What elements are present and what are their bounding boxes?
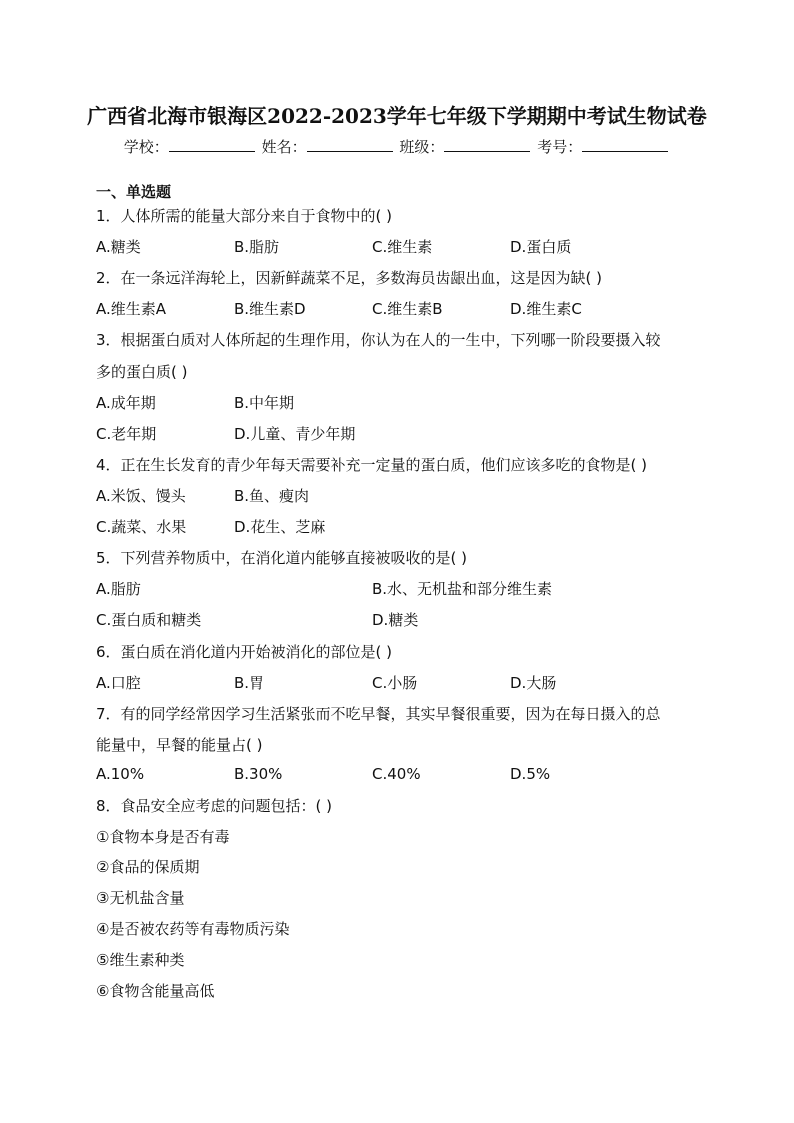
question-1-stem: 1．人体所需的能量大部分来自于食物中的( ) <box>96 207 393 225</box>
q3-option-c: C.老年期 <box>96 425 157 443</box>
question-7-stem-line-1: 7．有的同学经常因学习生活紧张而不吃早餐，其实早餐很重要，因为在每日摄入的总 <box>96 705 661 723</box>
q4-option-a: A.米饭、馒头 <box>96 487 186 505</box>
q8-item-2: ②食品的保质期 <box>96 858 200 876</box>
q5-option-d: D.糖类 <box>372 611 419 629</box>
school-blank[interactable] <box>169 137 255 152</box>
q7-option-a: A.10% <box>96 765 145 783</box>
q4-option-d: D.花生、芝麻 <box>234 518 326 536</box>
section-heading: 一、单选题 <box>96 183 172 201</box>
student-info-line <box>0 136 794 157</box>
q2-option-b: B.维生素D <box>234 300 306 318</box>
q4-option-b: B.鱼、瘦肉 <box>234 487 310 505</box>
q7-option-b: B.30% <box>234 765 283 783</box>
q5-option-a: A.脂肪 <box>96 580 141 598</box>
class-label: 班级： <box>399 138 445 156</box>
q7-option-d: D.5% <box>510 765 551 783</box>
q8-item-3: ③无机盐含量 <box>96 889 185 907</box>
school-label: 学校： <box>123 138 169 156</box>
question-3-stem-line-1: 3．根据蛋白质对人体所起的生理作用，你认为在人的一生中，下列哪一阶段要摄入较 <box>96 331 661 349</box>
q1-option-a: A.糖类 <box>96 238 141 256</box>
q3-option-a: A.成年期 <box>96 394 156 412</box>
q4-option-c: C.蔬菜、水果 <box>96 518 187 536</box>
q6-option-c: C.小肠 <box>372 674 418 692</box>
q1-option-d: D.蛋白质 <box>510 238 572 256</box>
q2-option-c: C.维生素B <box>372 300 443 318</box>
q8-item-6: ⑥食物含能量高低 <box>96 982 215 1000</box>
q8-item-1: ①食物本身是否有毒 <box>96 828 230 846</box>
q5-option-c: C.蛋白质和糖类 <box>96 611 202 629</box>
q5-option-b: B.水、无机盐和部分维生素 <box>372 580 553 598</box>
q6-option-d: D.大肠 <box>510 674 557 692</box>
q3-option-d: D.儿童、青少年期 <box>234 425 356 443</box>
question-2-stem: 2．在一条远洋海轮上，因新鲜蔬菜不足，多数海员齿龈出血，这是因为缺( ) <box>96 269 603 287</box>
q6-option-b: B.胃 <box>234 674 265 692</box>
q2-option-d: D.维生素C <box>510 300 582 318</box>
q1-option-b: B.脂肪 <box>234 238 280 256</box>
q1-option-c: C.维生素 <box>372 238 433 256</box>
q8-item-5: ⑤维生素种类 <box>96 951 185 969</box>
question-6-stem: 6．蛋白质在消化道内开始被消化的部位是( ) <box>96 643 393 661</box>
question-3-stem-line-2: 多的蛋白质( ) <box>96 363 188 381</box>
question-5-stem: 5．下列营养物质中，在消化道内能够直接被吸收的是( ) <box>96 549 468 567</box>
question-4-stem: 4．正在生长发育的青少年每天需要补充一定量的蛋白质，他们应该多吃的食物是( ) <box>96 456 648 474</box>
question-8-stem: 8．食品安全应考虑的问题包括：( ) <box>96 797 333 815</box>
q6-option-a: A.口腔 <box>96 674 141 692</box>
q3-option-b: B.中年期 <box>234 394 295 412</box>
class-blank[interactable] <box>444 137 530 152</box>
number-label: 考号： <box>537 138 583 156</box>
number-blank[interactable] <box>582 137 668 152</box>
question-7-stem-line-2: 能量中，早餐的能量占( ) <box>96 736 263 754</box>
q7-option-c: C.40% <box>372 765 421 783</box>
exam-title: 广西省北海市银海区2022-2023学年七年级下学期期中考试生物试卷 <box>87 104 707 128</box>
q2-option-a: A.维生素A <box>96 300 167 318</box>
name-label: 姓名： <box>261 138 307 156</box>
q8-item-4: ④是否被农药等有毒物质污染 <box>96 920 290 938</box>
name-blank[interactable] <box>307 137 393 152</box>
